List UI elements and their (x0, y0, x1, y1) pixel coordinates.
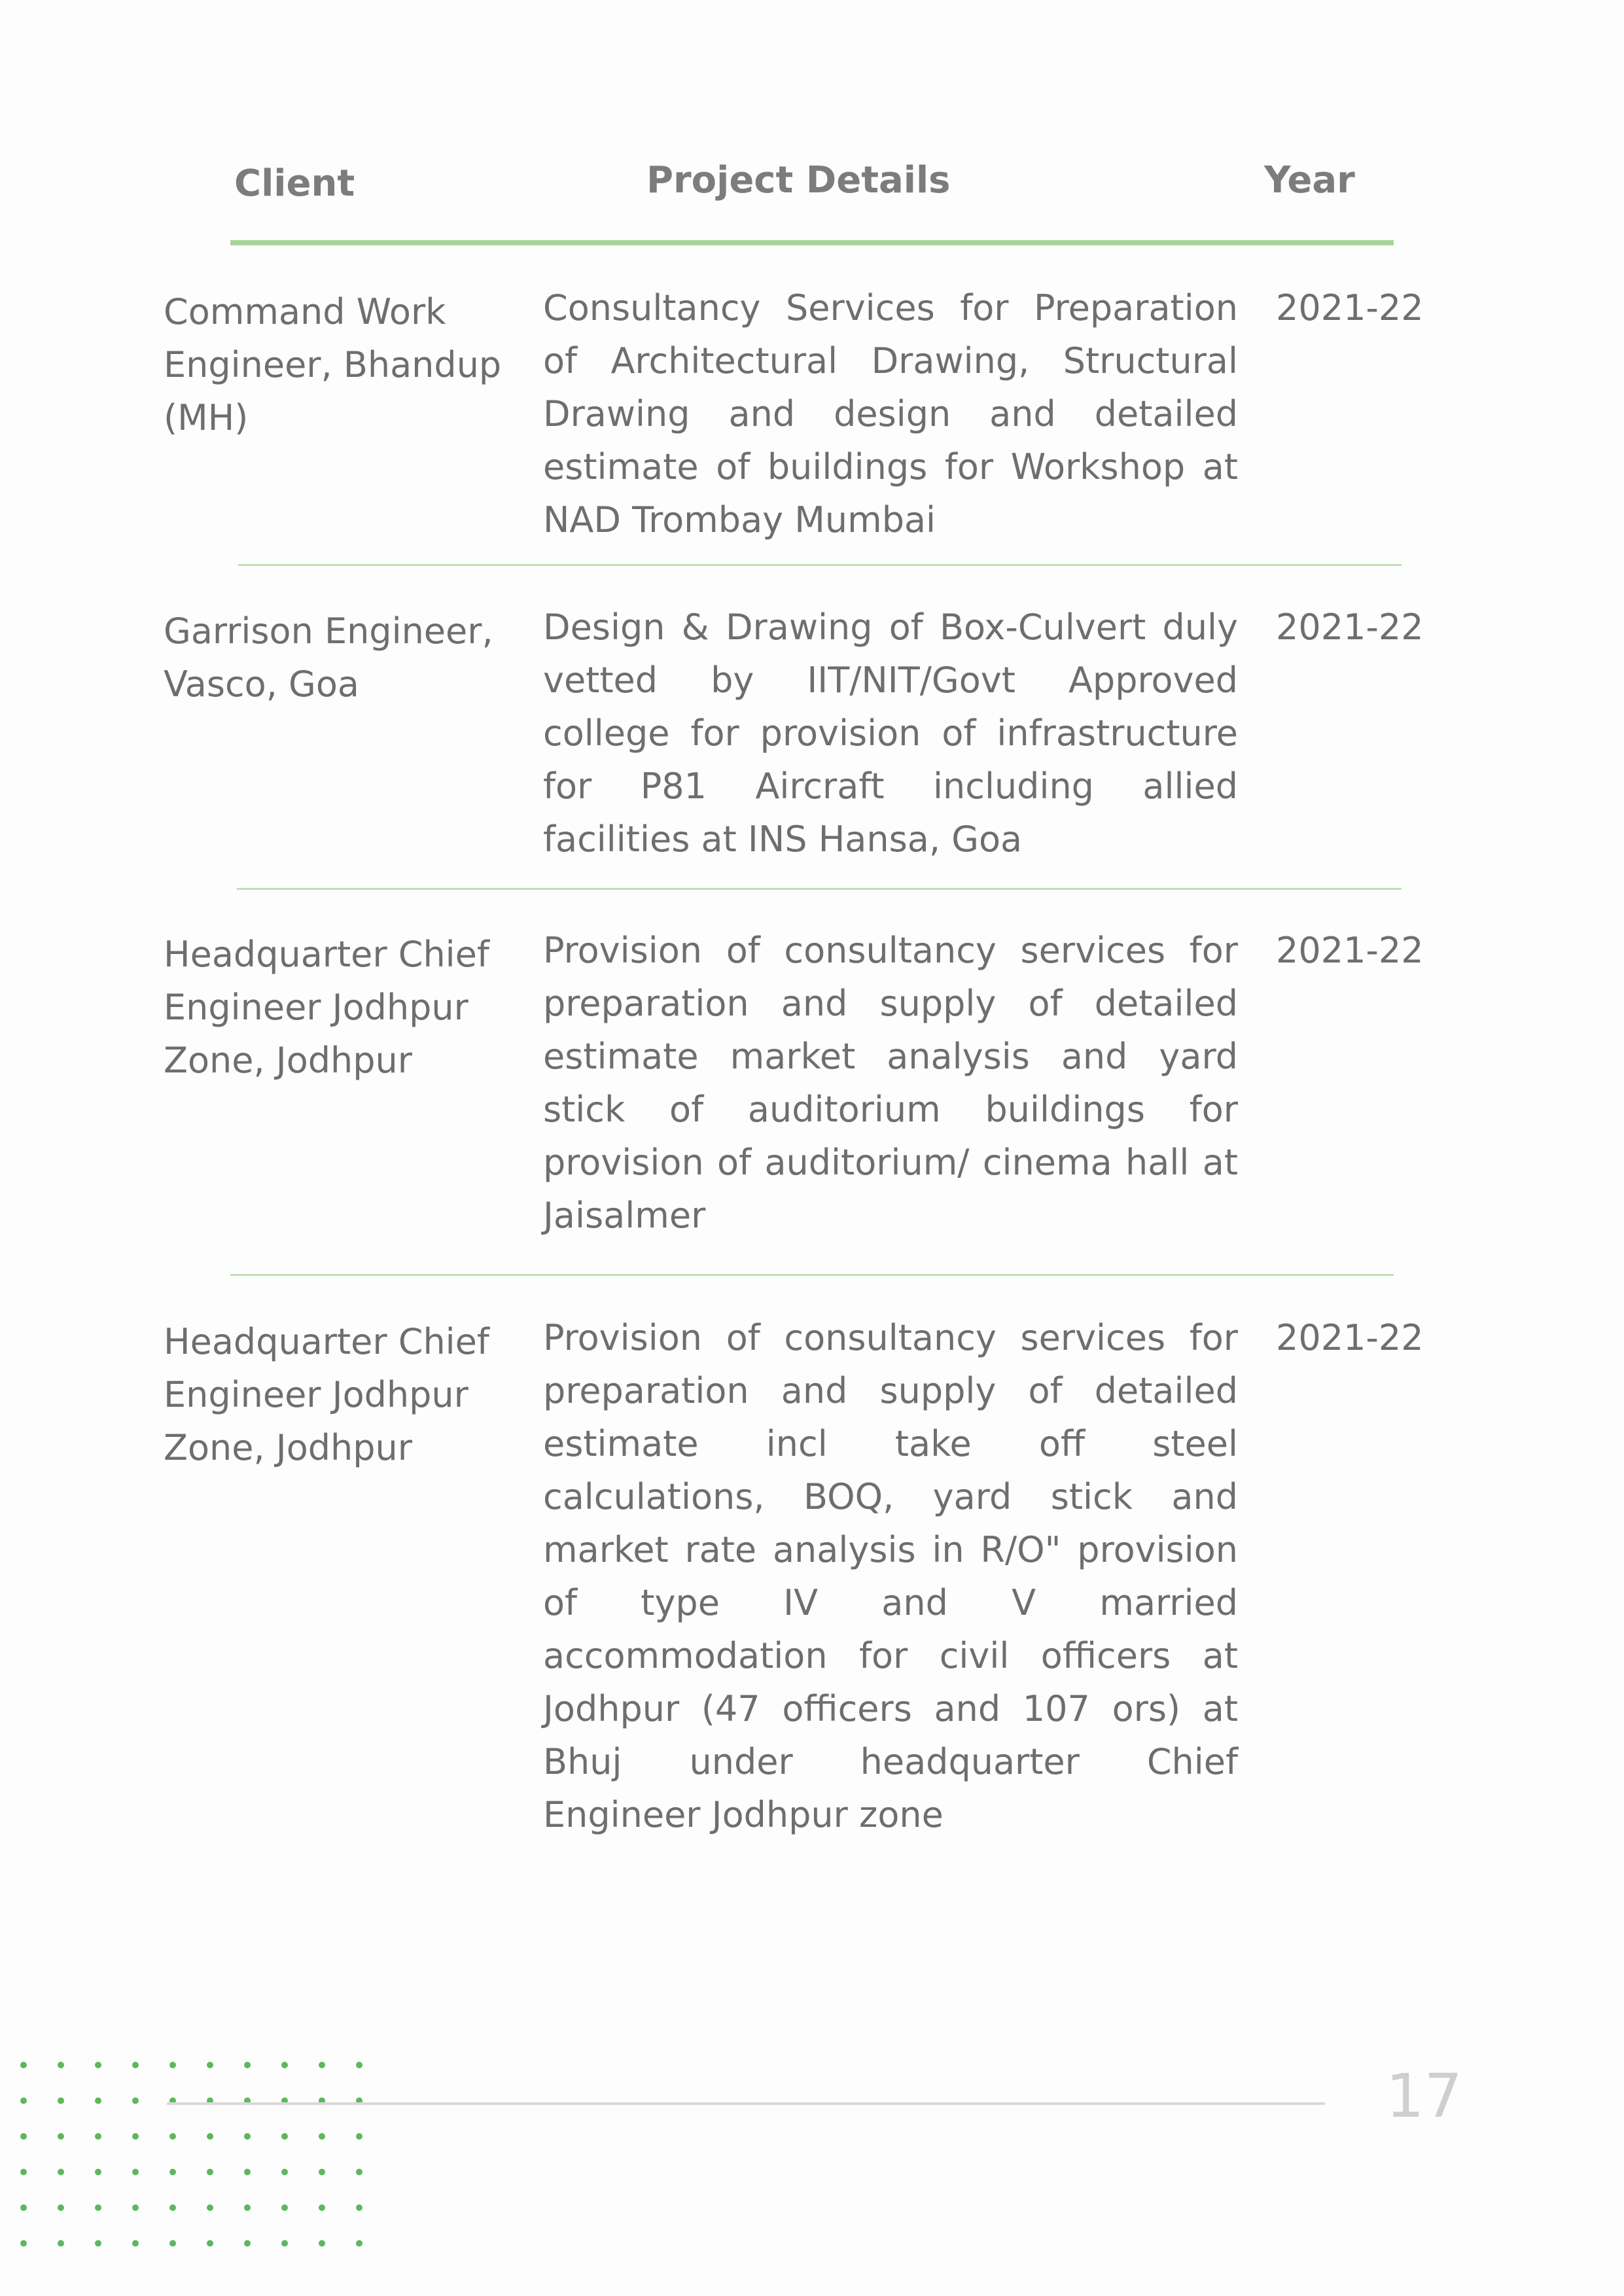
decor-dot (20, 2098, 27, 2104)
decor-dot (20, 2133, 27, 2140)
decor-dot (207, 2169, 213, 2176)
decor-dot (95, 2098, 101, 2104)
header-year: Year (1264, 159, 1355, 202)
decor-dot (207, 2062, 213, 2068)
decor-dot (281, 2204, 288, 2211)
decor-dot (58, 2133, 64, 2140)
decor-dot (207, 2204, 213, 2211)
row-1-client: Command Work Engineer, Bhandup (MH) (164, 291, 502, 438)
decor-dot (132, 2062, 139, 2068)
row-3-details: Provision of consultancy services for preparation and supply of detailed estimate market analysis and yard stick of auditorium buildings for provision of auditorium/ cinema hall at Jaisalmer (543, 930, 1238, 1236)
decor-dot (169, 2133, 176, 2140)
decor-dot (244, 2133, 251, 2140)
decor-dot (281, 2133, 288, 2140)
decor-dot (20, 2169, 27, 2176)
decor-dot (356, 2062, 362, 2068)
decor-dot (281, 2240, 288, 2247)
dot-pattern-decoration (17, 2058, 370, 2255)
decor-dot (356, 2169, 362, 2176)
decor-dot (356, 2133, 362, 2140)
decor-dot (58, 2204, 64, 2211)
decor-dot (281, 2169, 288, 2176)
header-client: Client (234, 162, 355, 205)
row-4-client: Headquarter Chief Engineer Jodhpur Zone, Jodhpur (164, 1321, 489, 1468)
decor-dot (132, 2169, 139, 2176)
decor-dot (169, 2204, 176, 2211)
decor-dot (58, 2098, 64, 2104)
decor-dot (356, 2240, 362, 2247)
footer-divider (167, 2102, 1325, 2105)
decor-dot (95, 2133, 101, 2140)
page-number: 17 (1386, 2061, 1463, 2131)
decor-dot (58, 2169, 64, 2176)
header-divider (230, 240, 1394, 245)
decor-dot (244, 2204, 251, 2211)
decor-dot (95, 2204, 101, 2211)
row-2-details: Design & Drawing of Box-Culvert duly vetted by IIT/NIT/Govt Approved college for provision of infrastructure for P81 Aircraft including allied facilities at INS Hansa, Goa (543, 607, 1238, 860)
decor-dot (95, 2240, 101, 2247)
row-2-year: 2021-22 (1276, 607, 1424, 648)
decor-dot (20, 2240, 27, 2247)
decor-dot (132, 2240, 139, 2247)
row-1-details: Consultancy Services for Preparation of Architectural Drawing, Structural Drawing and design and detailed estimate of buildings for Workshop at NAD Trombay Mumbai (543, 287, 1238, 540)
decor-dot (319, 2062, 325, 2068)
row-divider (230, 1274, 1394, 1276)
row-4-year: 2021-22 (1276, 1317, 1424, 1358)
decor-dot (319, 2240, 325, 2247)
decor-dot (281, 2062, 288, 2068)
decor-dot (132, 2098, 139, 2104)
row-3-client: Headquarter Chief Engineer Jodhpur Zone, Jodhpur (164, 934, 489, 1081)
decor-dot (244, 2062, 251, 2068)
decor-dot (319, 2169, 325, 2176)
row-divider (237, 888, 1402, 890)
decor-dot (20, 2204, 27, 2211)
decor-dot (169, 2062, 176, 2068)
decor-dot (132, 2133, 139, 2140)
decor-dot (244, 2169, 251, 2176)
decor-dot (95, 2062, 101, 2068)
row-3-year: 2021-22 (1276, 930, 1424, 971)
decor-dot (244, 2240, 251, 2247)
decor-dot (95, 2169, 101, 2176)
decor-dot (356, 2204, 362, 2211)
decor-dot (132, 2204, 139, 2211)
header-project-details: Project Details (646, 159, 951, 202)
decor-dot (207, 2133, 213, 2140)
row-4-details: Provision of consultancy services for preparation and supply of detailed estimate incl take off steel calculations, BOQ, yard stick and market rate analysis in R/O" provision of type IV and V married accommodation for civil officers at Jodhpur (47 officers and 107 ors) at Bhuj under headquarter Chief Engineer Jodhpur zone (543, 1317, 1238, 1835)
decor-dot (319, 2204, 325, 2211)
decor-dot (58, 2062, 64, 2068)
decor-dot (169, 2169, 176, 2176)
decor-dot (319, 2133, 325, 2140)
row-2-client: Garrison Engineer, Vasco, Goa (164, 610, 493, 705)
decor-dot (169, 2240, 176, 2247)
decor-dot (207, 2240, 213, 2247)
row-divider (238, 564, 1402, 566)
decor-dot (58, 2240, 64, 2247)
row-1-year: 2021-22 (1276, 287, 1424, 328)
decor-dot (20, 2062, 27, 2068)
